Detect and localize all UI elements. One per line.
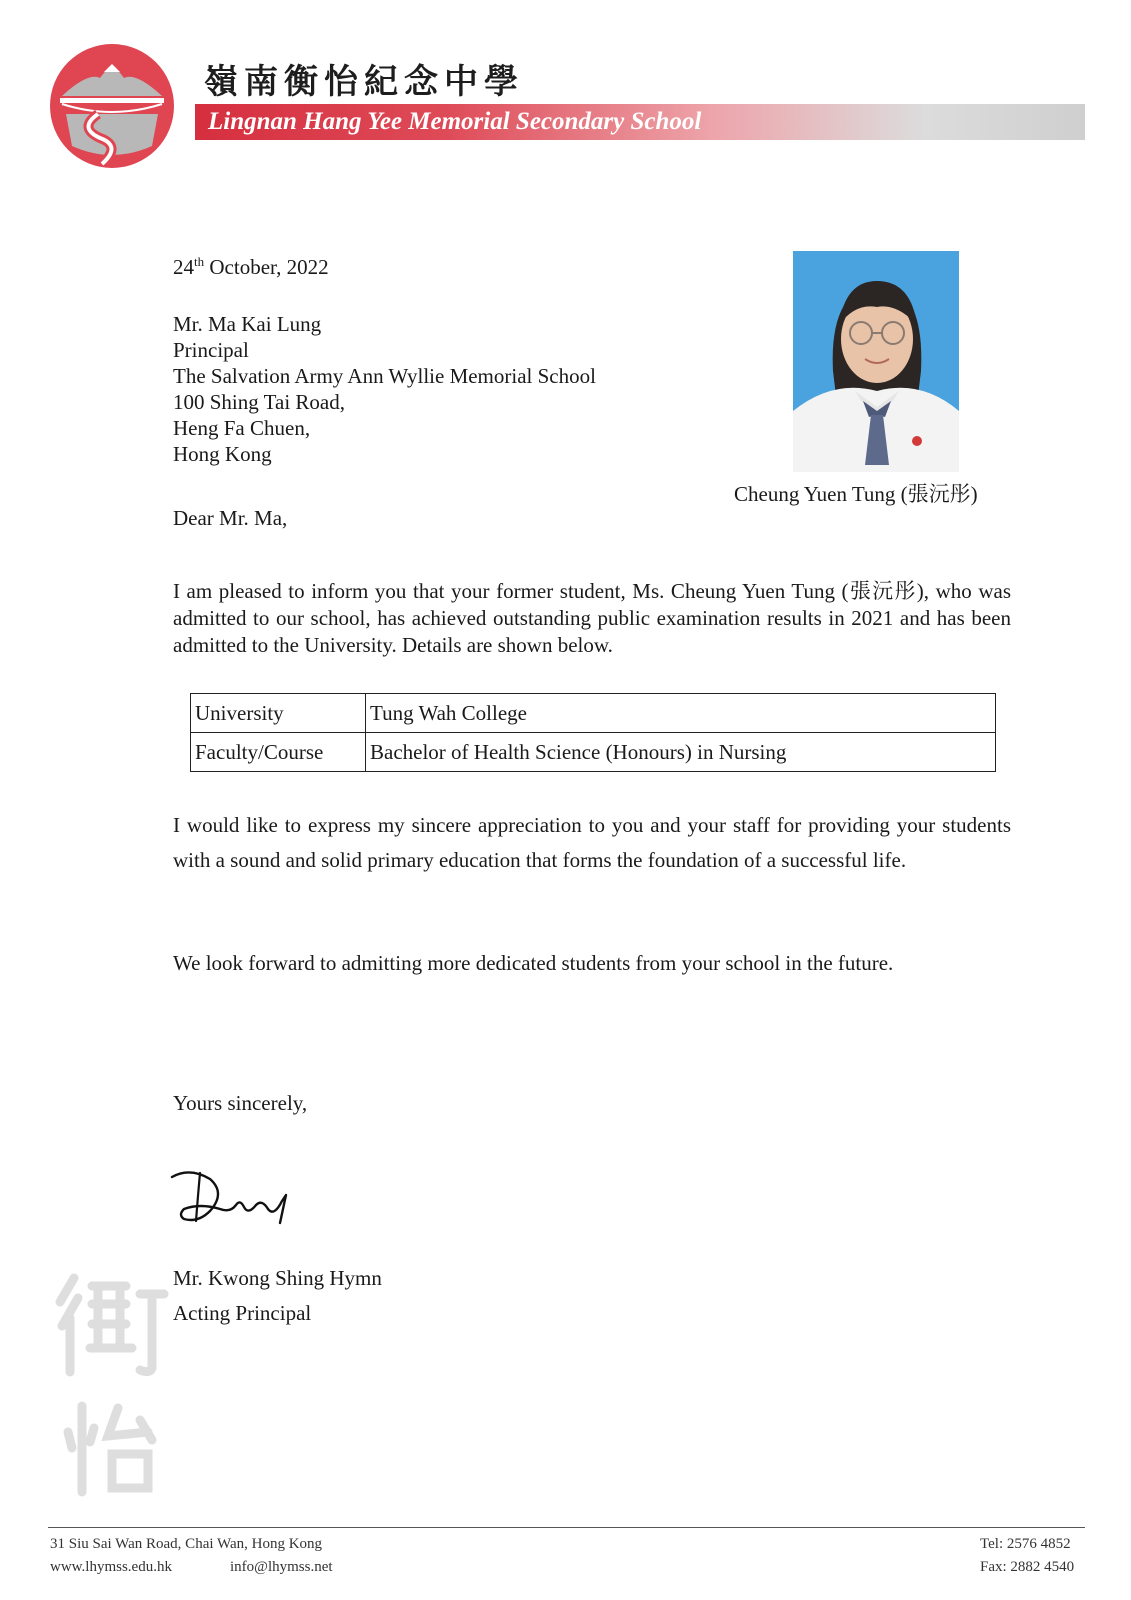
date-suffix: th bbox=[194, 254, 205, 269]
admission-details-table bbox=[190, 693, 996, 772]
recipient-name: Mr. Ma Kai Lung bbox=[173, 312, 322, 336]
footer-divider bbox=[48, 1527, 1085, 1528]
school-logo bbox=[48, 42, 176, 170]
table-cell-value: Tung Wah College bbox=[366, 694, 996, 733]
school-name-english: Lingnan Hang Yee Memorial Secondary School bbox=[208, 108, 702, 135]
salutation: Dear Mr. Ma, bbox=[173, 506, 288, 530]
recipient-address-line-3: Hong Kong bbox=[173, 442, 272, 466]
footer-address: 31 Siu Sai Wan Road, Chai Wan, Hong Kong bbox=[50, 1536, 323, 1552]
date-day: 24 bbox=[173, 255, 194, 279]
paragraph-appreciation: I would like to express my sincere appreciation to you and your staff for providing your students with a sound and solid primary education that forms the foundation of a successful life. bbox=[173, 813, 1011, 872]
table-cell-value: Bachelor of Health Science (Honours) in Nursing bbox=[366, 733, 996, 772]
paragraph-intro: I am pleased to inform you that your former student, Ms. Cheung Yuen Tung (張沅彤), who was admitted to our school, has achieved outstanding public examination results in 2021 and has been admitted to the University. Details are shown below. bbox=[173, 579, 1011, 657]
recipient-school: The Salvation Army Ann Wyllie Memorial School bbox=[173, 364, 596, 388]
footer-fax: Fax: 2882 4540 bbox=[980, 1559, 1075, 1575]
watermark-character-1 bbox=[52, 1268, 170, 1378]
paragraph-closing: We look forward to admitting more dedicated students from your school in the future. bbox=[173, 951, 894, 975]
recipient-address-line-2: Heng Fa Chuen, bbox=[173, 416, 311, 440]
footer-website[interactable]: www.lhymss.edu.hk bbox=[50, 1559, 172, 1575]
table-cell-label: University bbox=[191, 694, 366, 733]
closing-phrase: Yours sincerely, bbox=[173, 1091, 308, 1115]
signature bbox=[170, 1165, 300, 1245]
footer-email[interactable]: info@lhymss.net bbox=[230, 1559, 333, 1575]
table-row bbox=[191, 733, 996, 772]
footer-tel: Tel: 2576 4852 bbox=[980, 1536, 1071, 1552]
watermark-character-2 bbox=[62, 1398, 162, 1498]
school-name-chinese: 嶺南衡怡紀念中學 bbox=[204, 62, 524, 102]
signer-name: Mr. Kwong Shing Hymn bbox=[173, 1266, 382, 1290]
recipient-address-line-1: 100 Shing Tai Road, bbox=[173, 390, 345, 414]
date-month-year: October, 2022 bbox=[204, 255, 329, 279]
table-row bbox=[191, 694, 996, 733]
signer-title: Acting Principal bbox=[173, 1301, 312, 1325]
letter-date bbox=[173, 249, 329, 280]
photo-caption: Cheung Yuen Tung (張沅彤) bbox=[734, 482, 978, 506]
student-photo bbox=[793, 251, 959, 472]
table-cell-label: Faculty/Course bbox=[191, 733, 366, 772]
recipient-title: Principal bbox=[173, 338, 249, 362]
